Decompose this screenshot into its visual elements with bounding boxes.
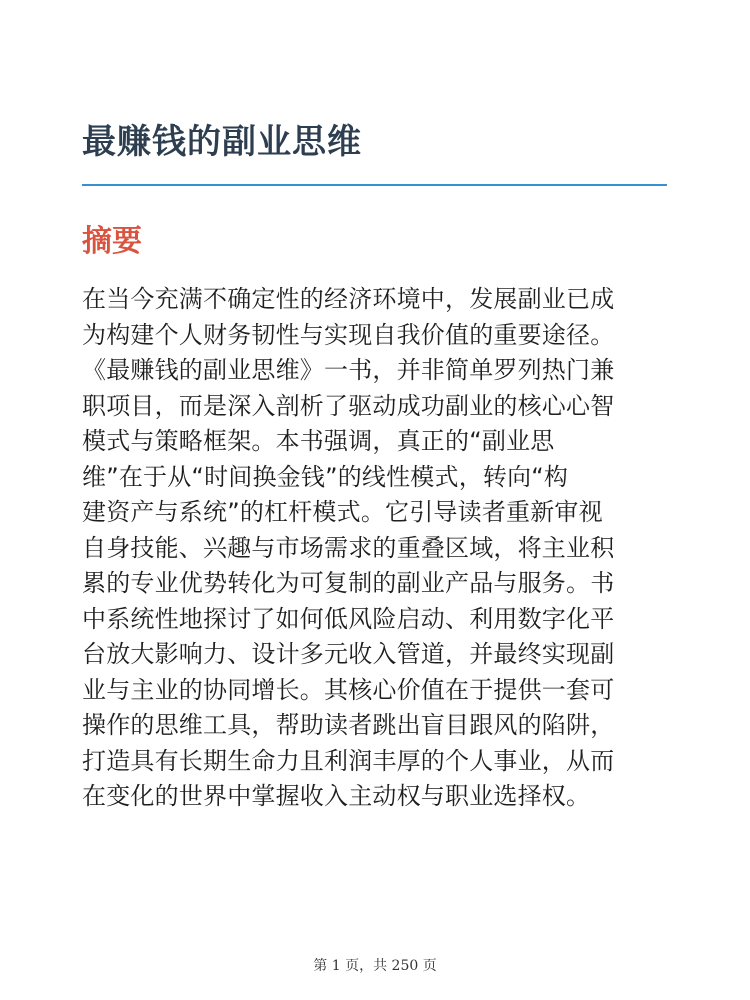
abstract-heading: 摘要 [82,224,142,259]
abstract-line: 《最赚钱的副业思维》一书，并非简单罗列热门兼 [82,356,615,384]
abstract-line: 台放大影响力、设计多元收入管道，并最终实现副 [82,640,615,668]
abstract-line: 模式与策略框架。本书强调，真正的“副业思 [82,427,555,455]
title-divider [82,184,667,186]
abstract-line: 操作的思维工具，帮助读者跳出盲目跟风的陷阱， [82,711,615,739]
abstract-line: 累的专业优势转化为可复制的副业产品与服务。书 [82,569,615,597]
abstract-line: 业与主业的协同增长。其核心价值在于提供一套可 [82,675,615,704]
abstract-line: 职项目，而是深入剖析了驱动成功副业的核心心智 [82,391,615,420]
abstract-line: 在当今充满不确定性的经济环境中，发展副业已成 [82,285,615,313]
abstract-line: 自身技能、兴趣与市场需求的重叠区域，将主业积 [82,533,615,562]
abstract-line: 为构建个人财务韧性与实现自我价值的重要途径。 [82,320,615,349]
abstract-line: 在变化的世界中掌握收入主动权与职业选择权。 [82,782,591,810]
abstract-line: 打造具有长期生命力且利润丰厚的个人事业，从而 [82,746,615,775]
abstract-line: 建资产与系统”的杠杆模式。它引导读者重新审视 [82,498,603,526]
abstract-line: 维”在于从“时间换金钱”的线性模式，转向“构 [82,462,569,491]
abstract-line: 中系统性地探讨了如何低风险启动、利用数字化平 [82,604,615,633]
page-number-footer: 第 1 页，共 250 页 [313,958,437,974]
abstract-body [82,282,672,815]
document-title: 最赚钱的副业思维 [82,122,362,162]
